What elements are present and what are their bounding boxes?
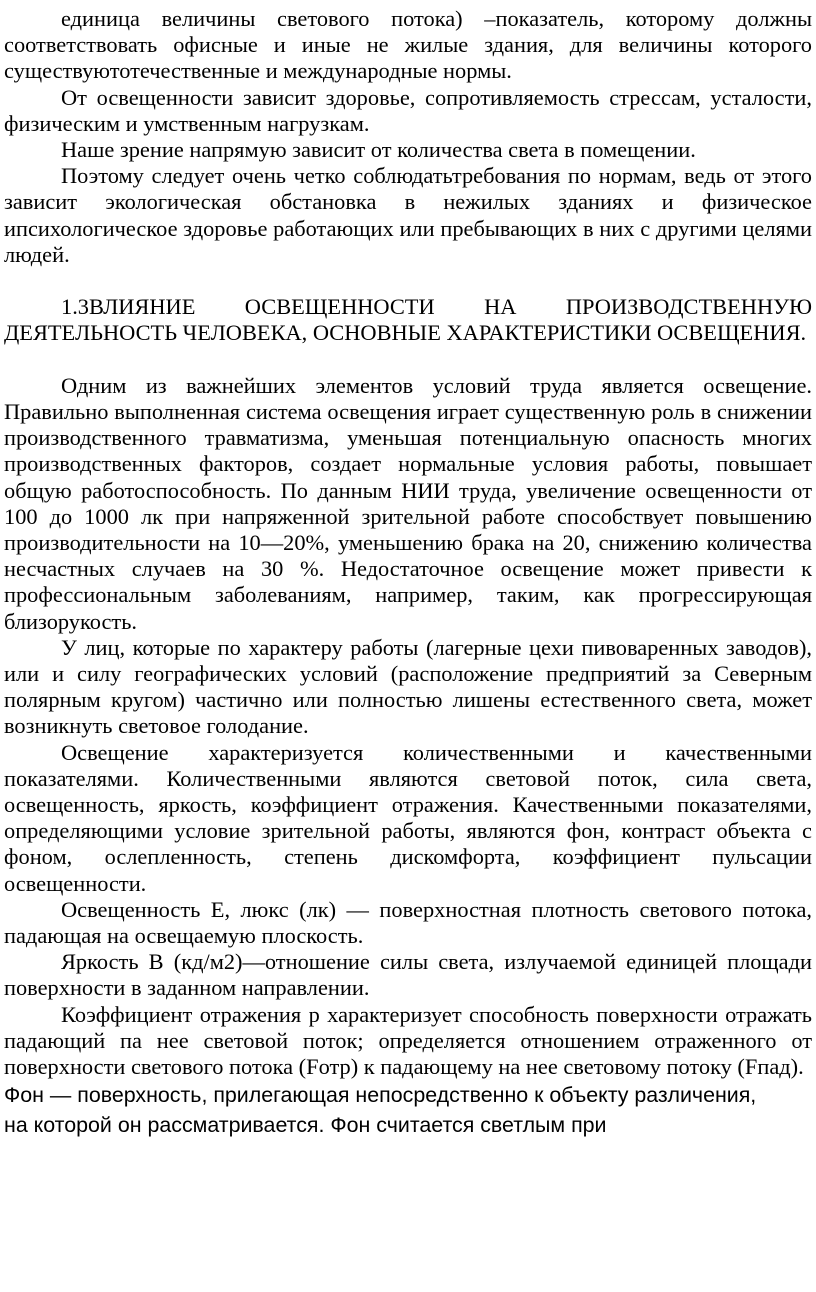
section-heading: 1.3ВЛИЯНИЕ ОСВЕЩЕННОСТИ НА ПРОИЗВОДСТВЕННУЮ ДЕЯТЕЛЬНОСТЬ ЧЕЛОВЕКА, ОСНОВНЫЕ ХАРАКТЕРИСТИКИ ОСВЕЩЕНИЯ. (4, 294, 812, 346)
paragraph-luminance-definition: Яркость В (кд/м2)—отношение силы света, излучаемой единицей площади поверхности в заданном направлении. (4, 949, 812, 1001)
paragraph-illuminance-definition: Освещенность Е, люкс (лк) — поверхностная плотность светового потока, падающая на освещаемую плоскость. (4, 896, 812, 949)
paragraph-background-line-2: на которой он рассматривается. Фон считается светлым при (4, 1113, 607, 1138)
paragraph-background-line-1: Фон — поверхность, прилегающая непосредственно к объекту различения, (4, 1083, 757, 1108)
paragraph-light-starvation: У лиц, которые по характеру работы (лагерные цехи пивоваренных заводов), или и силу географических условий (расположение предприятий за Северным полярным кругом) частично или полностью лишены естественного света, может возникнуть световое голодание. (4, 634, 812, 739)
paragraph-vision-dependence: Наше зрение напрямую зависит от количества света в помещении. (61, 137, 696, 163)
paragraph-norm-compliance: Поэтому следует очень четко соблюдатьтребования по нормам, ведь от этого зависит экологическая обстановка в нежилых зданиях и физическое ипсихологическое здоровье работающих или пребывающих в них с другими целями людей. (4, 163, 812, 267)
paragraph-lighting-importance: Одним из важнейших элементов условий труда является освещение. Правильно выполненная система освещения играет существенную роль в снижении производственного травматизма, уменьшая потенциальную опасность многих производственных факторов, создает нормальные условия работы, повышает общую работоспособность. По данным НИИ труда, увеличение освещенности от 100 до 1000 лк при напряженной зрительной работе способствует повышению производительности на 10—20%, уменьшению брака на 20, снижению количества несчастных случаев на 30 %. Недостаточное освещение может привести к профессиональным заболеваниям, например, таким, как прогрессирующая близорукость. (4, 372, 812, 634)
blank-line (4, 268, 812, 294)
blank-line (4, 347, 812, 373)
paragraph-luminous-flux-norms: единица величины светового потока) –показатель, которому должны соответствовать офисные и иные не жилые здания, для величины которого существуютотечественные и международные нормы. (4, 6, 812, 84)
paragraph-lighting-indicators: Освещение характеризуется количественными и качественными показателями. Количественными являются световой поток, сила света, освещенность, яркость, коэффициент отражения. Качественными показателями, определяющими условие зрительной работы, являются фон, контраст объекта с фоном, ослепленность, степень дискомфорта, коэффициент пульсации освещенности. (4, 739, 812, 896)
paragraph-reflectance-definition: Коэффициент отражения р характеризует способность поверхности отражать падающий па нее световой поток; определяется отношением отраженного от поверхности светового потока (Fотр) к падающему на нее световому потоку (Fпад). (4, 1001, 812, 1080)
paragraph-health-dependence: От освещенности зависит здоровье, сопротивляемость стрессам, усталости, физическим и умственным нагрузкам. (4, 84, 812, 136)
